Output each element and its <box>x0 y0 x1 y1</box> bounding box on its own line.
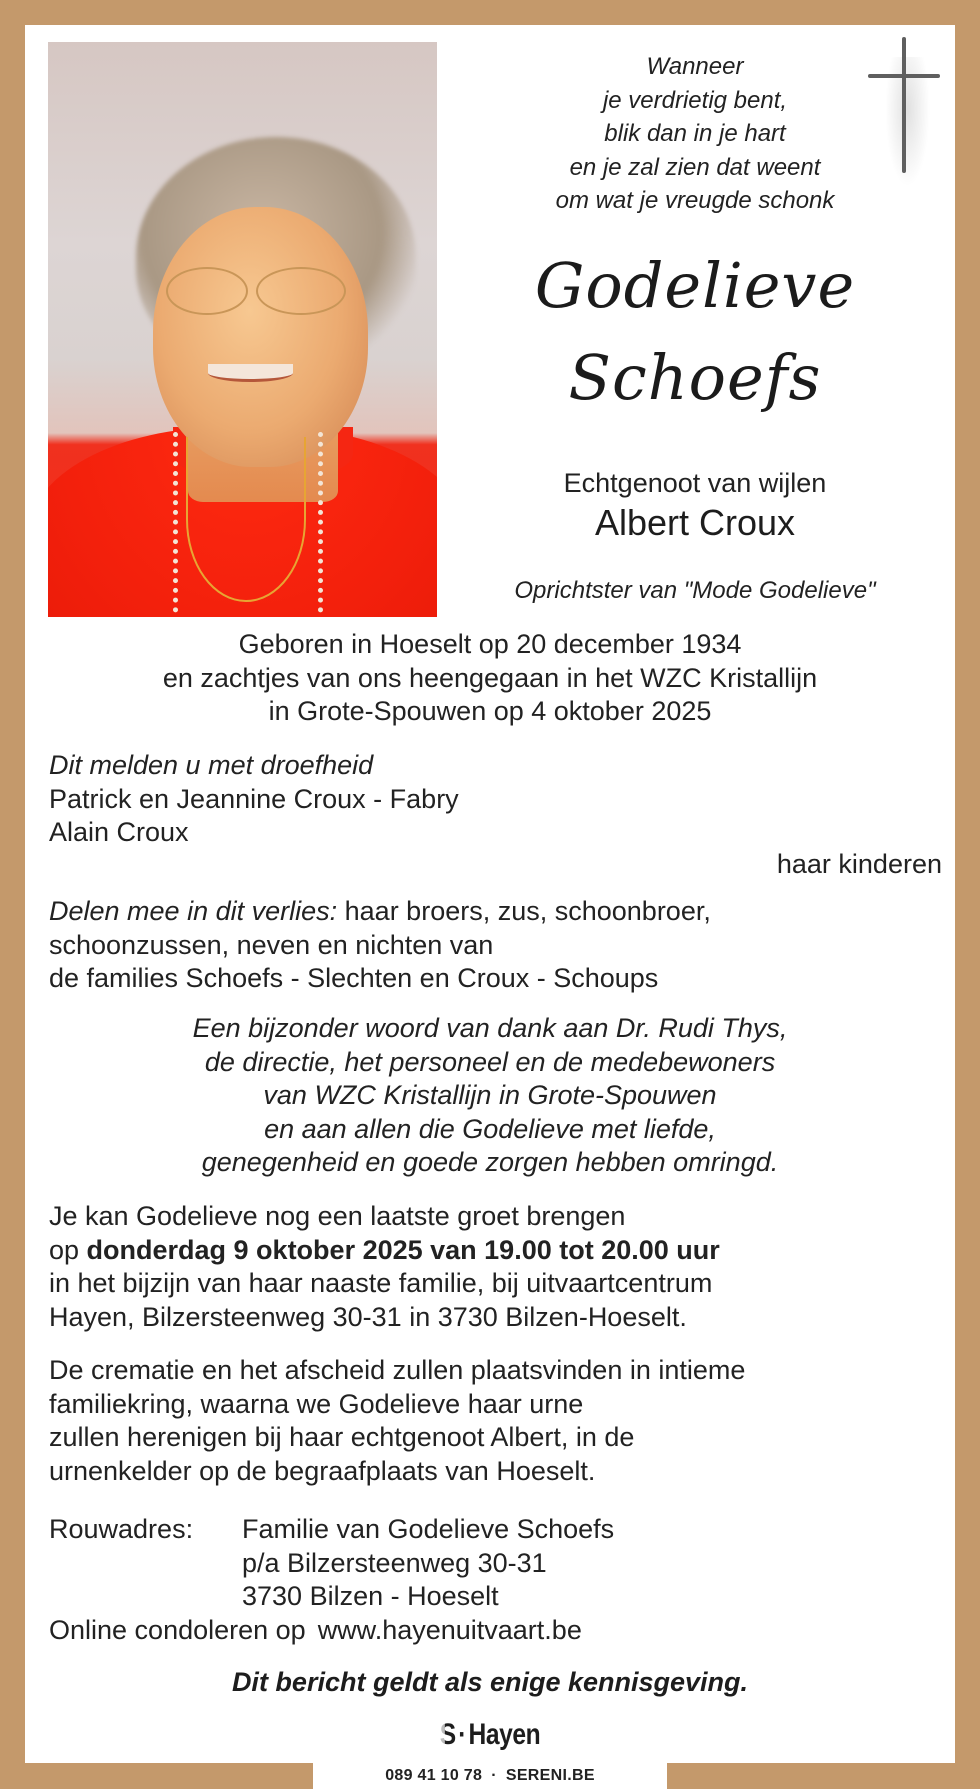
poem-line: blik dan in je hart <box>604 120 786 147</box>
mourning-address <box>49 1513 949 1647</box>
visitation-datetime: donderdag 9 oktober 2025 van 19.00 tot 20.00 uur <box>86 1234 720 1265</box>
online-condolence-label: Online condoleren op <box>49 1614 306 1645</box>
hayen-logo <box>408 1718 572 1752</box>
cremation-line: De crematie en het afscheid zullen plaatsvinden in intieme <box>49 1355 746 1385</box>
photo-face <box>153 207 368 467</box>
thanks-line: en aan allen die Godelieve met liefde, <box>264 1113 716 1144</box>
child-name: Alain Croux <box>49 817 189 847</box>
footer-phone[interactable]: 089 41 10 78 <box>385 1767 483 1784</box>
cremation-line: urnenkelder op de begraafplaats van Hoeselt. <box>49 1455 596 1486</box>
birth-death-info <box>40 628 940 729</box>
announcement-intro: Dit melden u met droefheid <box>49 750 374 780</box>
portrait-photo <box>48 42 437 617</box>
sharing-line <box>49 895 949 929</box>
visitation-line: in het bijzijn van haar naaste familie, bij uitvaartcentrum <box>49 1268 713 1298</box>
logo-name: Hayen <box>468 1718 541 1751</box>
thanks <box>40 1012 940 1180</box>
poem-line: en je zal zien dat weent <box>569 153 821 181</box>
deceased-name <box>490 240 900 424</box>
visitation-line <box>49 1234 949 1268</box>
address-spacer <box>49 1547 242 1581</box>
cremation-info <box>49 1354 949 1488</box>
poem-line: je verdrietig bent, <box>602 86 788 114</box>
thanks-line: de directie, het personeel en de medebewoners <box>204 1046 776 1077</box>
photo-gold-chain <box>186 437 306 602</box>
photo-glasses-left <box>166 267 248 315</box>
sharing-intro: Delen mee in dit verlies: <box>49 896 338 926</box>
cross-vertical-bar <box>902 37 906 173</box>
deceased-first-name: Godelieve <box>534 249 856 322</box>
announcement <box>49 749 949 850</box>
poem <box>490 50 900 218</box>
footer-contact <box>313 1763 667 1789</box>
spouse-name: Albert Croux <box>594 502 796 543</box>
thanks-line: van WZC Kristallijn in Grote-Spouwen <box>263 1080 717 1110</box>
thanks-line: Een bijzonder woord van dank aan Dr. Rudi Thys, <box>192 1013 788 1043</box>
address-row <box>49 1513 949 1547</box>
poem-line: Wanneer <box>646 53 744 80</box>
address-line: Familie van Godelieve Schoefs <box>242 1514 615 1544</box>
address-row <box>49 1547 949 1581</box>
footer-separator: · <box>491 1767 497 1784</box>
logo-s-mark: S <box>439 1718 456 1751</box>
online-condolence-link[interactable]: www.hayenuitvaart.be <box>317 1614 582 1645</box>
visitation-line: Je kan Godelieve nog een laatste groet brengen <box>49 1201 626 1231</box>
address-spacer <box>49 1580 242 1614</box>
sharing-line: de families Schoefs - Slechten en Croux - Schoups <box>49 963 659 993</box>
birth-death-line: en zachtjes van ons heengegaan in het WZC Kristallijn <box>162 662 818 693</box>
address-row <box>49 1580 949 1614</box>
address-line: p/a Bilzersteenweg 30-31 <box>242 1547 547 1578</box>
sole-notice: Dit bericht geldt als enige kennisgeving. <box>231 1667 749 1697</box>
photo-glasses-right <box>256 267 346 315</box>
founder-line: Oprichtster van "Mode Godelieve" <box>514 577 876 604</box>
child-name: Patrick en Jeannine Croux - Fabry <box>49 783 459 814</box>
cremation-line: familiekring, waarna we Godelieve haar urne <box>49 1388 584 1419</box>
birth-death-line: Geboren in Hoeselt op 20 december 1934 <box>238 629 742 659</box>
photo-smile <box>208 364 293 382</box>
address-label: Rouwadres: <box>49 1514 194 1544</box>
poem-line: om wat je vreugde schonk <box>555 187 835 214</box>
visitation-prefix: op <box>49 1234 87 1265</box>
deceased-last-name: Schoefs <box>568 341 822 414</box>
sharing-line1-rest: haar broers, zus, schoonbroer, <box>337 896 711 926</box>
address-line: 3730 Bilzen - Hoeselt <box>242 1581 499 1611</box>
visitation-line: Hayen, Bilzersteenweg 30-31 in 3730 Bilzen-Hoeselt. <box>49 1301 687 1332</box>
footer-website[interactable]: SERENI.BE <box>505 1767 595 1784</box>
children-label: haar kinderen <box>776 849 942 879</box>
sharing-family <box>49 895 949 996</box>
cremation-line: zullen herenigen bij haar echtgenoot Albert, in de <box>49 1422 635 1452</box>
logo-dot: · <box>458 1718 467 1751</box>
spouse-label: Echtgenoot van wijlen <box>563 468 827 498</box>
birth-death-line: in Grote-Spouwen op 4 oktober 2025 <box>268 696 712 726</box>
thanks-line: genegenheid en goede zorgen hebben omringd. <box>201 1147 779 1177</box>
sharing-line: schoonzussen, neven en nichten van <box>49 929 494 960</box>
visitation <box>49 1200 949 1334</box>
online-condolence-row <box>49 1614 949 1648</box>
